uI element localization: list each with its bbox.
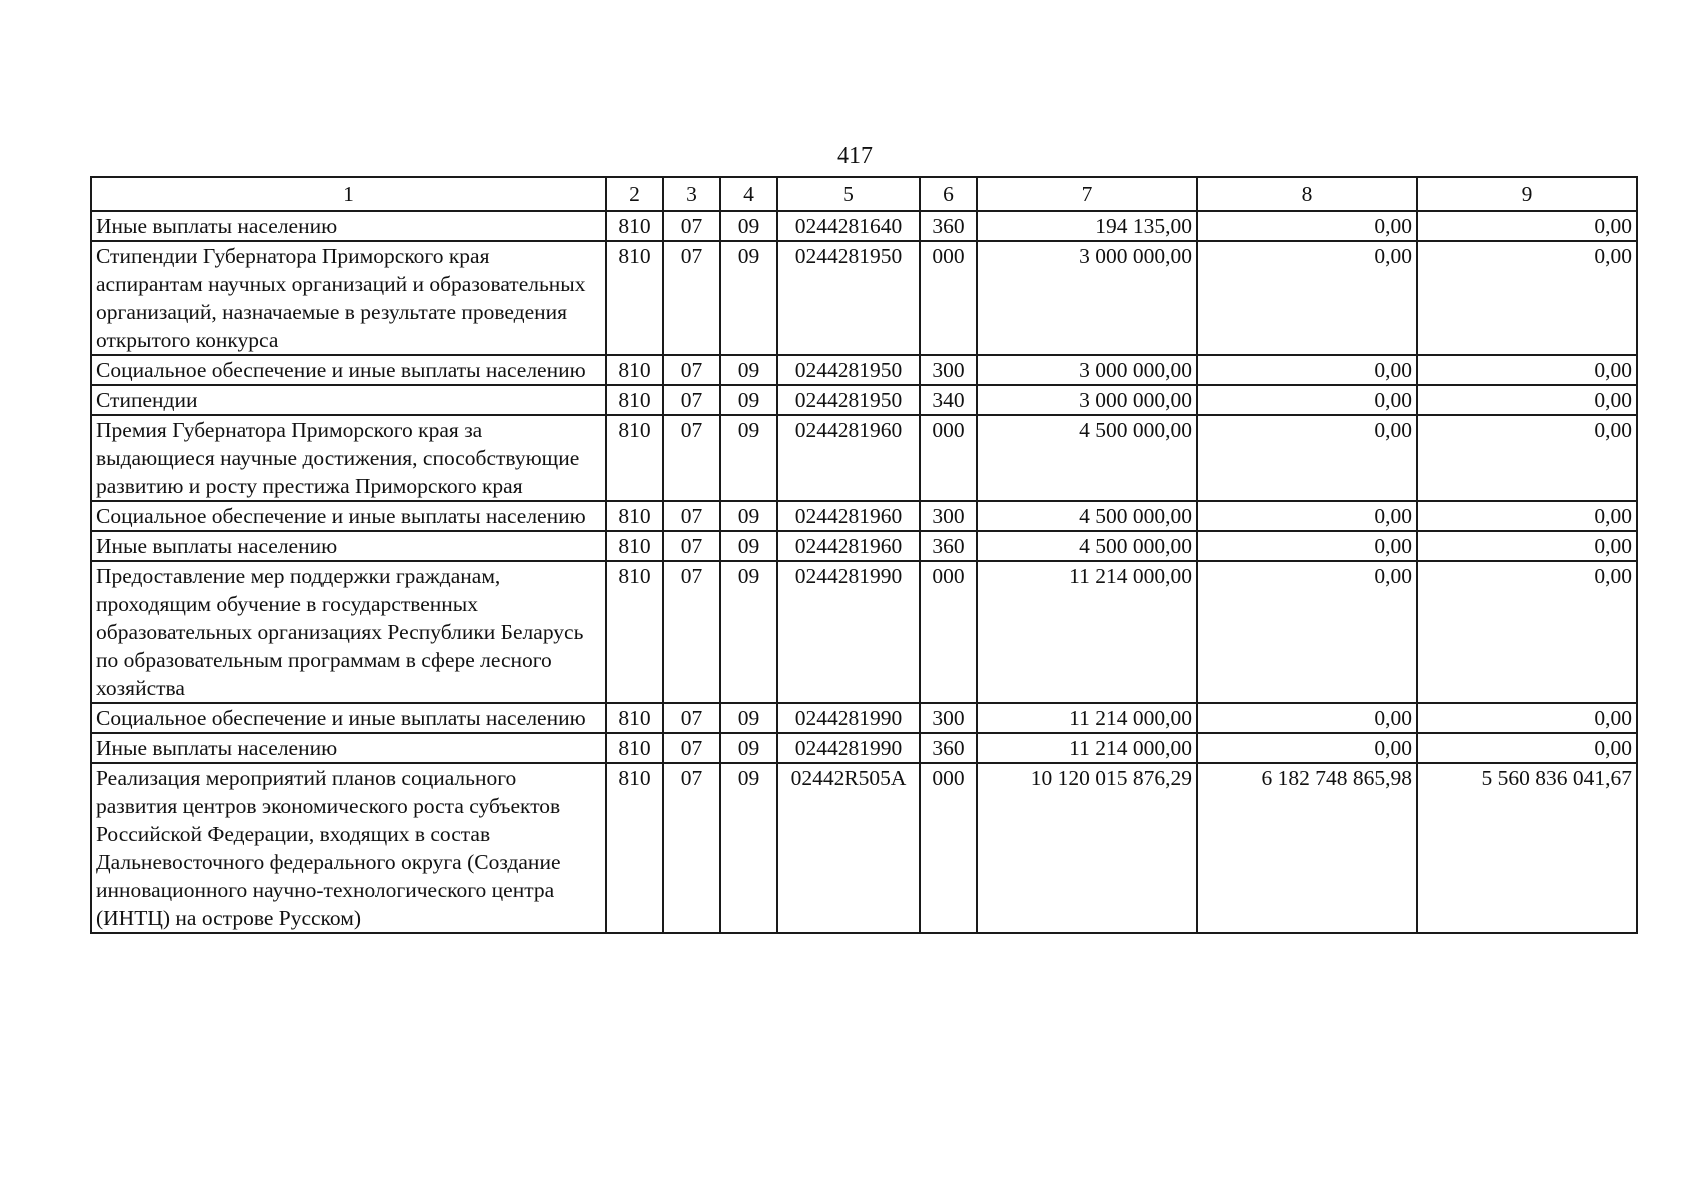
header-col-6: 6 <box>920 177 977 211</box>
row-description: Социальное обеспечение и иные выплаты населению <box>91 501 606 531</box>
row-code-expense-type: 000 <box>920 241 977 355</box>
row-code-expense-type: 300 <box>920 501 977 531</box>
row-description: Премия Губернатора Приморского края за выдающиеся научные достижения, способствующие развитию и росту престижа Приморского края <box>91 415 606 501</box>
row-description: Социальное обеспечение и иные выплаты населению <box>91 355 606 385</box>
row-description: Иные выплаты населению <box>91 211 606 241</box>
row-amount-col8: 0,00 <box>1197 241 1417 355</box>
row-amount-col7: 3 000 000,00 <box>977 355 1197 385</box>
row-code-section: 07 <box>663 355 720 385</box>
row-amount-col7: 194 135,00 <box>977 211 1197 241</box>
row-code-target: 0244281640 <box>777 211 920 241</box>
row-code-expense-type: 360 <box>920 531 977 561</box>
row-code-ministry: 810 <box>606 355 663 385</box>
row-code-expense-type: 000 <box>920 561 977 703</box>
row-amount-col7: 4 500 000,00 <box>977 531 1197 561</box>
row-code-section: 07 <box>663 241 720 355</box>
table-row <box>91 355 1637 385</box>
row-code-section: 07 <box>663 733 720 763</box>
row-code-subsection: 09 <box>720 703 777 733</box>
row-amount-col9: 0,00 <box>1417 211 1637 241</box>
row-code-section: 07 <box>663 703 720 733</box>
table-row <box>91 241 1637 355</box>
row-code-target: 0244281990 <box>777 561 920 703</box>
budget-table <box>90 176 1638 934</box>
row-amount-col7: 11 214 000,00 <box>977 703 1197 733</box>
row-code-section: 07 <box>663 415 720 501</box>
row-amount-col9: 0,00 <box>1417 241 1637 355</box>
row-amount-col9: 0,00 <box>1417 385 1637 415</box>
row-code-subsection: 09 <box>720 385 777 415</box>
table-row <box>91 763 1637 933</box>
row-code-expense-type: 000 <box>920 763 977 933</box>
row-amount-col8: 0,00 <box>1197 561 1417 703</box>
row-amount-col7: 11 214 000,00 <box>977 561 1197 703</box>
row-code-subsection: 09 <box>720 415 777 501</box>
row-description: Стипендии <box>91 385 606 415</box>
row-code-section: 07 <box>663 561 720 703</box>
table-row <box>91 733 1637 763</box>
row-code-section: 07 <box>663 501 720 531</box>
header-col-2: 2 <box>606 177 663 211</box>
row-amount-col9: 0,00 <box>1417 415 1637 501</box>
row-amount-col8: 0,00 <box>1197 211 1417 241</box>
table-row <box>91 211 1637 241</box>
row-code-subsection: 09 <box>720 763 777 933</box>
table-body <box>91 211 1637 933</box>
row-amount-col8: 0,00 <box>1197 385 1417 415</box>
header-col-4: 4 <box>720 177 777 211</box>
row-code-subsection: 09 <box>720 355 777 385</box>
table-row <box>91 531 1637 561</box>
row-amount-col8: 0,00 <box>1197 531 1417 561</box>
table-row <box>91 703 1637 733</box>
row-amount-col7: 10 120 015 876,29 <box>977 763 1197 933</box>
row-description: Предоставление мер поддержки гражданам, проходящим обучение в государственных образовательных организациях Республики Беларусь по образовательным программам в сфере лесного хозяйства <box>91 561 606 703</box>
row-code-ministry: 810 <box>606 415 663 501</box>
row-code-target: 0244281950 <box>777 355 920 385</box>
row-code-target: 02442R505A <box>777 763 920 933</box>
row-code-expense-type: 000 <box>920 415 977 501</box>
table-row <box>91 385 1637 415</box>
row-code-section: 07 <box>663 531 720 561</box>
row-amount-col8: 0,00 <box>1197 355 1417 385</box>
header-col-7: 7 <box>977 177 1197 211</box>
row-code-expense-type: 360 <box>920 733 977 763</box>
row-code-expense-type: 300 <box>920 703 977 733</box>
row-code-target: 0244281960 <box>777 415 920 501</box>
row-amount-col8: 0,00 <box>1197 703 1417 733</box>
row-amount-col8: 0,00 <box>1197 415 1417 501</box>
row-amount-col7: 4 500 000,00 <box>977 415 1197 501</box>
row-amount-col9: 0,00 <box>1417 531 1637 561</box>
row-description: Социальное обеспечение и иные выплаты населению <box>91 703 606 733</box>
header-col-3: 3 <box>663 177 720 211</box>
table-row <box>91 561 1637 703</box>
row-code-target: 0244281960 <box>777 531 920 561</box>
row-amount-col7: 11 214 000,00 <box>977 733 1197 763</box>
row-code-section: 07 <box>663 211 720 241</box>
row-code-expense-type: 340 <box>920 385 977 415</box>
header-col-9: 9 <box>1417 177 1637 211</box>
row-code-ministry: 810 <box>606 385 663 415</box>
header-col-8: 8 <box>1197 177 1417 211</box>
header-col-5: 5 <box>777 177 920 211</box>
row-code-target: 0244281960 <box>777 501 920 531</box>
row-description: Стипендии Губернатора Приморского края аспирантам научных организаций и образовательных организаций, назначаемые в результате проведения открытого конкурса <box>91 241 606 355</box>
row-code-subsection: 09 <box>720 561 777 703</box>
row-code-ministry: 810 <box>606 733 663 763</box>
page-number: 417 <box>837 143 873 169</box>
row-code-ministry: 810 <box>606 211 663 241</box>
table-row <box>91 415 1637 501</box>
row-description: Иные выплаты населению <box>91 531 606 561</box>
row-amount-col9: 0,00 <box>1417 703 1637 733</box>
row-code-target: 0244281990 <box>777 703 920 733</box>
row-amount-col7: 3 000 000,00 <box>977 241 1197 355</box>
row-code-expense-type: 300 <box>920 355 977 385</box>
row-amount-col9: 0,00 <box>1417 733 1637 763</box>
header-row <box>91 177 1637 211</box>
row-code-ministry: 810 <box>606 763 663 933</box>
row-code-subsection: 09 <box>720 733 777 763</box>
row-code-section: 07 <box>663 763 720 933</box>
table-row <box>91 501 1637 531</box>
header-col-1: 1 <box>91 177 606 211</box>
row-amount-col8: 6 182 748 865,98 <box>1197 763 1417 933</box>
row-amount-col7: 3 000 000,00 <box>977 385 1197 415</box>
row-code-ministry: 810 <box>606 501 663 531</box>
row-amount-col9: 0,00 <box>1417 501 1637 531</box>
row-code-ministry: 810 <box>606 561 663 703</box>
row-description: Реализация мероприятий планов социального развития центров экономического роста субъектов Российской Федерации, входящих в состав Дальневосточного федерального округа (Создание инновационного научно-технологического центра (ИНТЦ) на острове Русском) <box>91 763 606 933</box>
row-amount-col9: 0,00 <box>1417 355 1637 385</box>
row-code-subsection: 09 <box>720 241 777 355</box>
row-code-target: 0244281950 <box>777 385 920 415</box>
row-code-target: 0244281950 <box>777 241 920 355</box>
row-code-ministry: 810 <box>606 703 663 733</box>
row-code-ministry: 810 <box>606 531 663 561</box>
row-code-subsection: 09 <box>720 531 777 561</box>
row-amount-col9: 5 560 836 041,67 <box>1417 763 1637 933</box>
row-amount-col8: 0,00 <box>1197 733 1417 763</box>
row-amount-col7: 4 500 000,00 <box>977 501 1197 531</box>
row-description: Иные выплаты населению <box>91 733 606 763</box>
row-code-expense-type: 360 <box>920 211 977 241</box>
row-code-subsection: 09 <box>720 211 777 241</box>
row-amount-col9: 0,00 <box>1417 561 1637 703</box>
row-amount-col8: 0,00 <box>1197 501 1417 531</box>
row-code-subsection: 09 <box>720 501 777 531</box>
row-code-section: 07 <box>663 385 720 415</box>
row-code-ministry: 810 <box>606 241 663 355</box>
row-code-target: 0244281990 <box>777 733 920 763</box>
